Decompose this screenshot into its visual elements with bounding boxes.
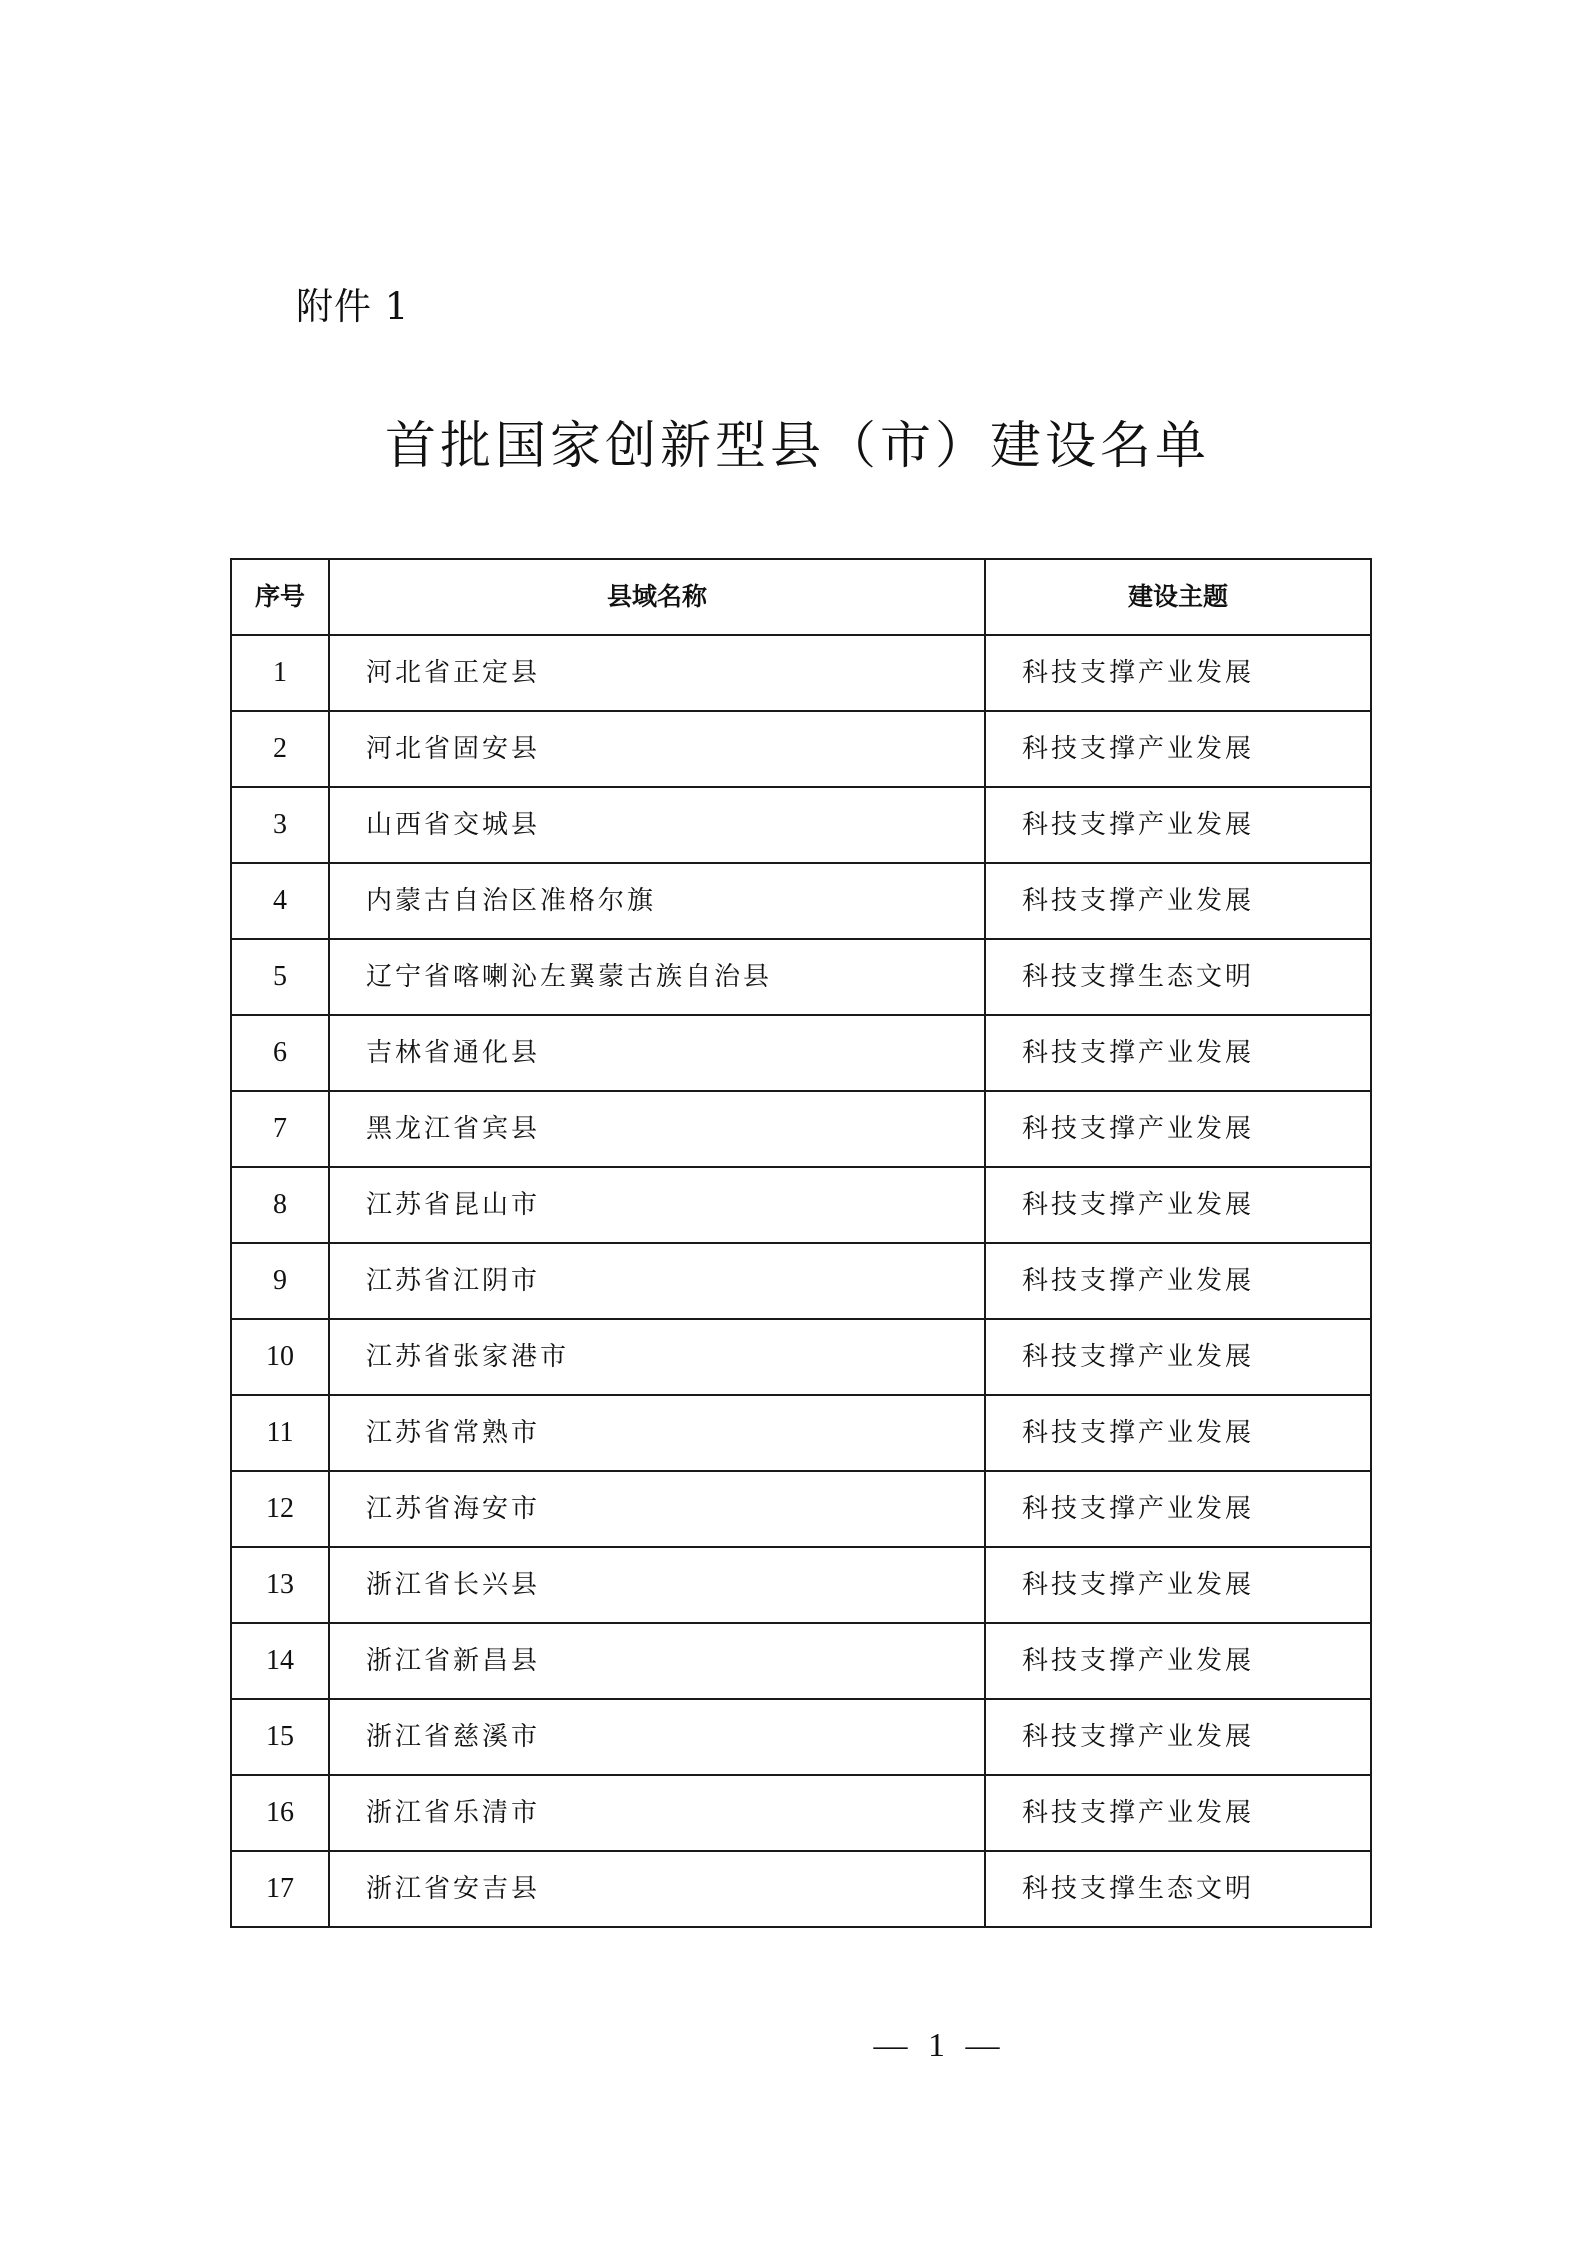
row-serial-number: 12 bbox=[231, 1471, 329, 1547]
table-row bbox=[231, 1243, 1371, 1319]
table-row bbox=[231, 1091, 1371, 1167]
row-construction-theme: 科技支撑产业发展 bbox=[985, 1547, 1371, 1623]
row-county-name: 浙江省乐清市 bbox=[329, 1775, 985, 1851]
row-construction-theme: 科技支撑产业发展 bbox=[985, 1319, 1371, 1395]
document-title: 首批国家创新型县（市）建设名单 bbox=[384, 417, 1210, 476]
row-construction-theme: 科技支撑产业发展 bbox=[985, 1395, 1371, 1471]
row-serial-number: 6 bbox=[231, 1015, 329, 1091]
row-county-name: 浙江省慈溪市 bbox=[329, 1699, 985, 1775]
row-construction-theme: 科技支撑产业发展 bbox=[985, 635, 1371, 711]
table-row bbox=[231, 1319, 1371, 1395]
row-serial-number: 8 bbox=[231, 1167, 329, 1243]
row-serial-number: 1 bbox=[231, 635, 329, 711]
row-county-name: 河北省固安县 bbox=[329, 711, 985, 787]
row-county-name: 河北省正定县 bbox=[329, 635, 985, 711]
table-row bbox=[231, 711, 1371, 787]
row-county-name: 浙江省安吉县 bbox=[329, 1851, 985, 1927]
page-number: — 1 — bbox=[873, 2027, 1006, 2064]
header-serial-number: 序号 bbox=[231, 559, 329, 635]
header-county-name: 县域名称 bbox=[329, 559, 985, 635]
table-row bbox=[231, 863, 1371, 939]
row-construction-theme: 科技支撑产业发展 bbox=[985, 1091, 1371, 1167]
row-county-name: 内蒙古自治区准格尔旗 bbox=[329, 863, 985, 939]
table-row bbox=[231, 1851, 1371, 1927]
row-county-name: 江苏省常熟市 bbox=[329, 1395, 985, 1471]
row-construction-theme: 科技支撑产业发展 bbox=[985, 1243, 1371, 1319]
row-construction-theme: 科技支撑生态文明 bbox=[985, 939, 1371, 1015]
row-construction-theme: 科技支撑生态文明 bbox=[985, 1851, 1371, 1927]
table-row bbox=[231, 1775, 1371, 1851]
row-construction-theme: 科技支撑产业发展 bbox=[985, 787, 1371, 863]
table-row bbox=[231, 1471, 1371, 1547]
table-body bbox=[231, 635, 1371, 1927]
county-list-table-container bbox=[230, 558, 1370, 1928]
header-construction-theme: 建设主题 bbox=[985, 559, 1371, 635]
row-county-name: 江苏省海安市 bbox=[329, 1471, 985, 1547]
row-county-name: 江苏省江阴市 bbox=[329, 1243, 985, 1319]
table-row bbox=[231, 1699, 1371, 1775]
table-row bbox=[231, 635, 1371, 711]
table-row bbox=[231, 1547, 1371, 1623]
row-serial-number: 16 bbox=[231, 1775, 329, 1851]
row-county-name: 山西省交城县 bbox=[329, 787, 985, 863]
row-serial-number: 2 bbox=[231, 711, 329, 787]
row-serial-number: 10 bbox=[231, 1319, 329, 1395]
row-serial-number: 15 bbox=[231, 1699, 329, 1775]
row-county-name: 吉林省通化县 bbox=[329, 1015, 985, 1091]
row-serial-number: 11 bbox=[231, 1395, 329, 1471]
row-serial-number: 14 bbox=[231, 1623, 329, 1699]
row-serial-number: 4 bbox=[231, 863, 329, 939]
row-county-name: 辽宁省喀喇沁左翼蒙古族自治县 bbox=[329, 939, 985, 1015]
row-construction-theme: 科技支撑产业发展 bbox=[985, 1167, 1371, 1243]
row-serial-number: 13 bbox=[231, 1547, 329, 1623]
row-county-name: 浙江省新昌县 bbox=[329, 1623, 985, 1699]
row-county-name: 黑龙江省宾县 bbox=[329, 1091, 985, 1167]
table-row bbox=[231, 787, 1371, 863]
row-serial-number: 9 bbox=[231, 1243, 329, 1319]
row-construction-theme: 科技支撑产业发展 bbox=[985, 863, 1371, 939]
row-serial-number: 17 bbox=[231, 1851, 329, 1927]
row-construction-theme: 科技支撑产业发展 bbox=[985, 1699, 1371, 1775]
row-county-name: 浙江省长兴县 bbox=[329, 1547, 985, 1623]
row-construction-theme: 科技支撑产业发展 bbox=[985, 1623, 1371, 1699]
attachment-label: 附件 1 bbox=[296, 285, 410, 328]
table-header bbox=[231, 559, 1371, 635]
row-county-name: 江苏省张家港市 bbox=[329, 1319, 985, 1395]
table-header-row bbox=[231, 559, 1371, 635]
table-row bbox=[231, 1623, 1371, 1699]
row-serial-number: 5 bbox=[231, 939, 329, 1015]
row-construction-theme: 科技支撑产业发展 bbox=[985, 1775, 1371, 1851]
row-serial-number: 7 bbox=[231, 1091, 329, 1167]
row-serial-number: 3 bbox=[231, 787, 329, 863]
county-list-table bbox=[230, 558, 1372, 1928]
row-construction-theme: 科技支撑产业发展 bbox=[985, 711, 1371, 787]
row-county-name: 江苏省昆山市 bbox=[329, 1167, 985, 1243]
row-construction-theme: 科技支撑产业发展 bbox=[985, 1471, 1371, 1547]
row-construction-theme: 科技支撑产业发展 bbox=[985, 1015, 1371, 1091]
table-row bbox=[231, 939, 1371, 1015]
table-row bbox=[231, 1395, 1371, 1471]
table-row bbox=[231, 1015, 1371, 1091]
table-row bbox=[231, 1167, 1371, 1243]
